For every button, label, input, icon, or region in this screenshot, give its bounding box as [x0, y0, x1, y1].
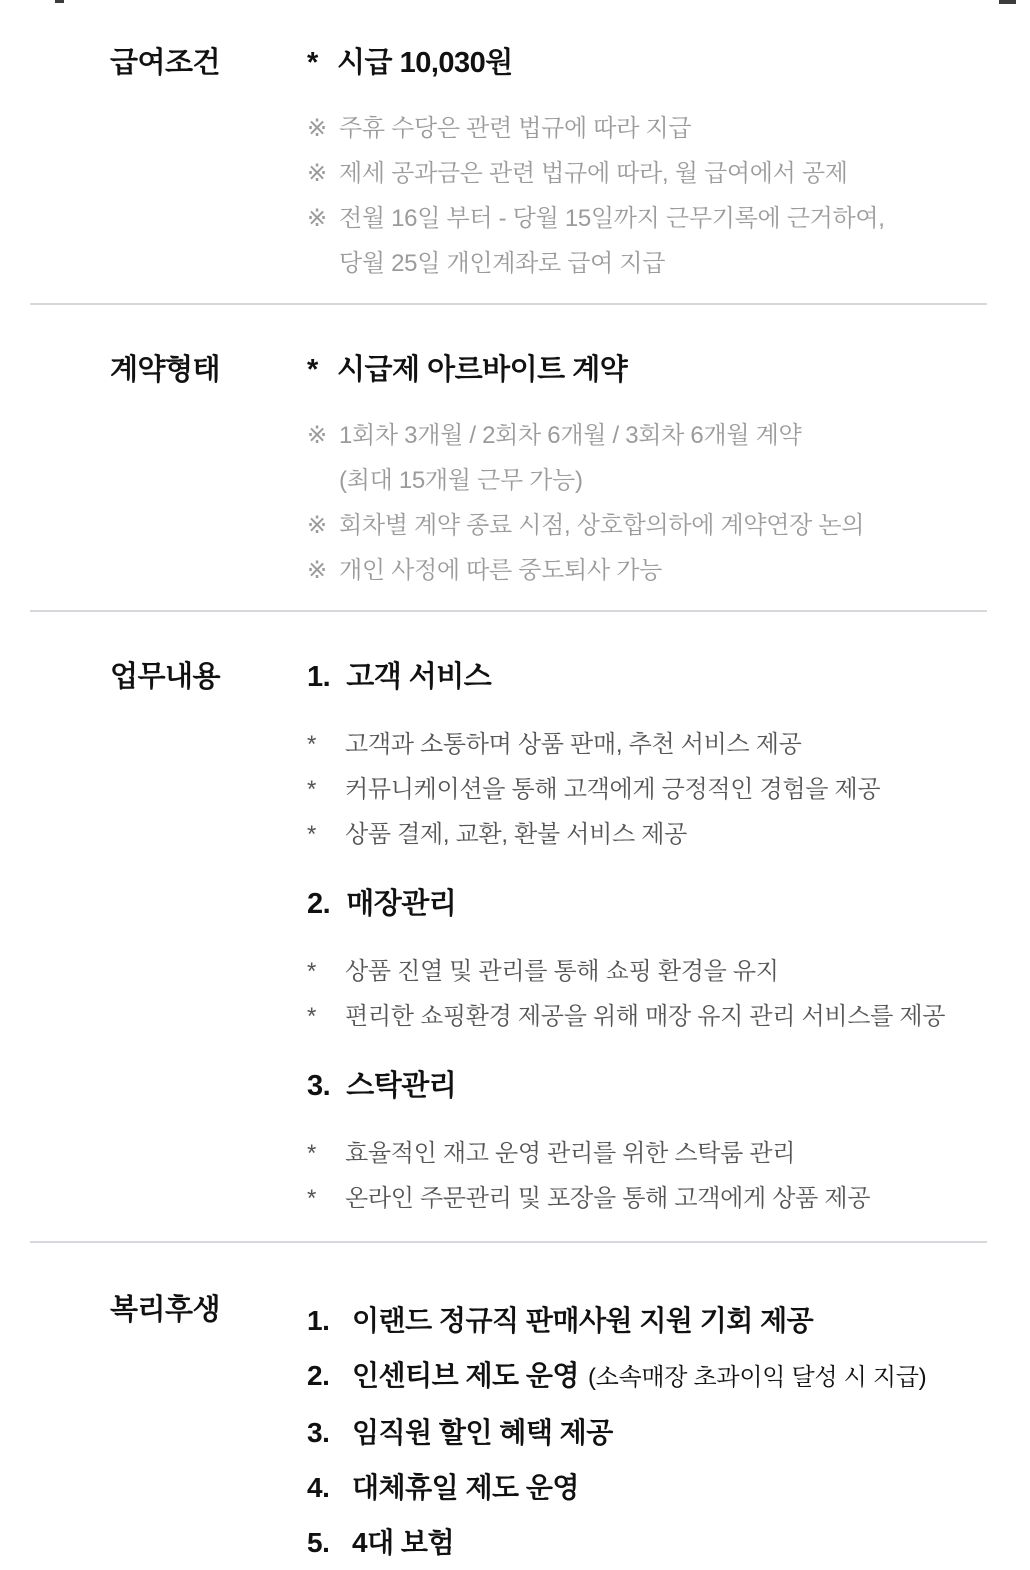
bullet-line	[307, 1176, 1030, 1221]
benefit-item	[307, 1348, 1030, 1405]
reference-mark-icon: ※	[307, 422, 327, 449]
note-line	[307, 106, 1030, 151]
note-line	[307, 503, 1030, 548]
benefit-item	[307, 1460, 1030, 1515]
benefit-text: 4대 보험	[352, 1527, 454, 1558]
section-benefits	[0, 1293, 1030, 1570]
asterisk-marker: *	[307, 1185, 317, 1212]
empty-marker	[307, 458, 339, 503]
note-continuation-line	[307, 458, 1030, 503]
section-label-salary: 급여조건	[110, 47, 221, 79]
group-number: 2.	[307, 888, 331, 920]
section-label-benefits: 복리후생	[110, 1294, 221, 1326]
duty-bullets	[307, 1131, 1030, 1221]
bullet-text: 편리한 쇼핑환경 제공을 위해 매장 유지 관리 서비스를 제공	[345, 1003, 946, 1030]
group-title-text: 매장관리	[346, 888, 457, 920]
section-duties	[0, 660, 1030, 1221]
note-text: 제세 공과금은 관련 법규에 따라, 월 급여에서 공제	[339, 160, 848, 187]
note-line	[307, 548, 1030, 593]
note-text: 당월 25일 개인계좌로 급여 지급	[339, 250, 666, 277]
section-content-duties	[307, 660, 1030, 1221]
note-continuation-line	[307, 241, 1030, 286]
duty-group-stock-management	[307, 1069, 1030, 1221]
bullet-text: 고객과 소통하며 상품 판매, 추천 서비스 제공	[345, 731, 802, 758]
section-salary	[0, 0, 1030, 286]
contract-notes	[307, 413, 1030, 593]
note-text: (최대 15개월 근무 가능)	[339, 467, 583, 494]
cropped-content-artifact	[55, 0, 64, 3]
benefit-text: 이랜드 정규직 판매사원 지원 기회 제공	[352, 1305, 814, 1336]
asterisk-marker: *	[307, 1003, 317, 1030]
benefit-number: 4.	[307, 1472, 330, 1503]
bullet-line	[307, 949, 1030, 994]
benefit-suffix: (소속매장 초과이익 달성 시 지급)	[587, 1364, 927, 1391]
bullet-line	[307, 722, 1030, 767]
benefit-number: 1.	[307, 1305, 330, 1336]
salary-notes	[307, 106, 1030, 286]
group-number: 3.	[307, 1070, 331, 1102]
asterisk-marker: *	[307, 731, 317, 758]
bullet-line	[307, 812, 1030, 857]
note-text: 1회차 3개월 / 2회차 6개월 / 3회차 6개월 계약	[339, 422, 802, 449]
bullet-text: 상품 결제, 교환, 환불 서비스 제공	[345, 821, 688, 848]
section-content-contract	[307, 353, 1030, 593]
contract-headline-text: 시급제 아르바이트 계약	[337, 354, 628, 386]
note-text: 개인 사정에 따른 중도퇴사 가능	[339, 557, 662, 584]
section-label-contract: 계약형태	[110, 354, 221, 386]
benefit-text: 인센티브 제도 운영	[352, 1360, 579, 1391]
note-text: 주휴 수당은 관련 법규에 따라 지급	[339, 115, 692, 142]
reference-mark-icon: ※	[307, 115, 327, 142]
bullet-text: 효율적인 재고 운영 관리를 위한 스탁룸 관리	[345, 1140, 796, 1167]
cropped-content-artifact	[999, 0, 1016, 4]
section-divider	[30, 303, 987, 305]
asterisk-marker: *	[307, 776, 317, 803]
benefit-number: 2.	[307, 1360, 330, 1391]
contract-headline	[307, 353, 1030, 387]
bullet-line	[307, 767, 1030, 812]
note-text: 회차별 계약 종료 시점, 상호합의하에 계약연장 논의	[339, 512, 865, 539]
note-line	[307, 413, 1030, 458]
group-title-text: 스탁관리	[346, 1070, 457, 1102]
asterisk-marker: *	[307, 354, 318, 386]
section-content-benefits	[307, 1293, 1030, 1570]
benefit-text: 대체휴일 제도 운영	[352, 1472, 579, 1503]
duty-bullets	[307, 949, 1030, 1039]
group-number: 1.	[307, 661, 331, 693]
benefit-item	[307, 1515, 1030, 1570]
bullet-line	[307, 1131, 1030, 1176]
section-label-duties: 업무내용	[110, 661, 221, 693]
note-text: 전월 16일 부터 - 당월 15일까지 근무기록에 근거하여,	[339, 205, 885, 232]
asterisk-marker: *	[307, 958, 317, 985]
benefit-item	[307, 1293, 1030, 1348]
duty-group-title	[307, 1069, 1030, 1103]
group-title-text: 고객 서비스	[346, 661, 492, 693]
bullet-text: 온라인 주문관리 및 포장을 통해 고객에게 상품 제공	[345, 1185, 871, 1212]
duty-group-store-management	[307, 887, 1030, 1039]
section-content-salary	[307, 46, 1030, 286]
section-contract	[0, 353, 1030, 593]
reference-mark-icon: ※	[307, 557, 327, 584]
note-line	[307, 196, 1030, 241]
salary-headline-text: 시급 10,030원	[337, 47, 513, 79]
reference-mark-icon: ※	[307, 512, 327, 539]
benefit-item	[307, 1405, 1030, 1460]
reference-mark-icon: ※	[307, 160, 327, 187]
duty-bullets	[307, 722, 1030, 857]
salary-headline	[307, 46, 1030, 80]
empty-marker	[307, 241, 339, 286]
duty-group-title	[307, 887, 1030, 921]
section-divider	[30, 610, 987, 612]
asterisk-marker: *	[307, 1140, 317, 1167]
benefit-text: 임직원 할인 혜택 제공	[352, 1417, 613, 1448]
asterisk-marker: *	[307, 47, 318, 79]
section-divider	[30, 1241, 987, 1243]
bullet-text: 상품 진열 및 관리를 통해 쇼핑 환경을 유지	[345, 958, 779, 985]
asterisk-marker: *	[307, 821, 317, 848]
benefit-number: 5.	[307, 1527, 330, 1558]
bullet-text: 커뮤니케이션을 통해 고객에게 긍정적인 경험을 제공	[345, 776, 881, 803]
benefit-number: 3.	[307, 1417, 330, 1448]
duty-group-customer-service	[307, 660, 1030, 857]
duty-group-title	[307, 660, 1030, 694]
note-line	[307, 151, 1030, 196]
bullet-line	[307, 994, 1030, 1039]
reference-mark-icon: ※	[307, 205, 327, 232]
